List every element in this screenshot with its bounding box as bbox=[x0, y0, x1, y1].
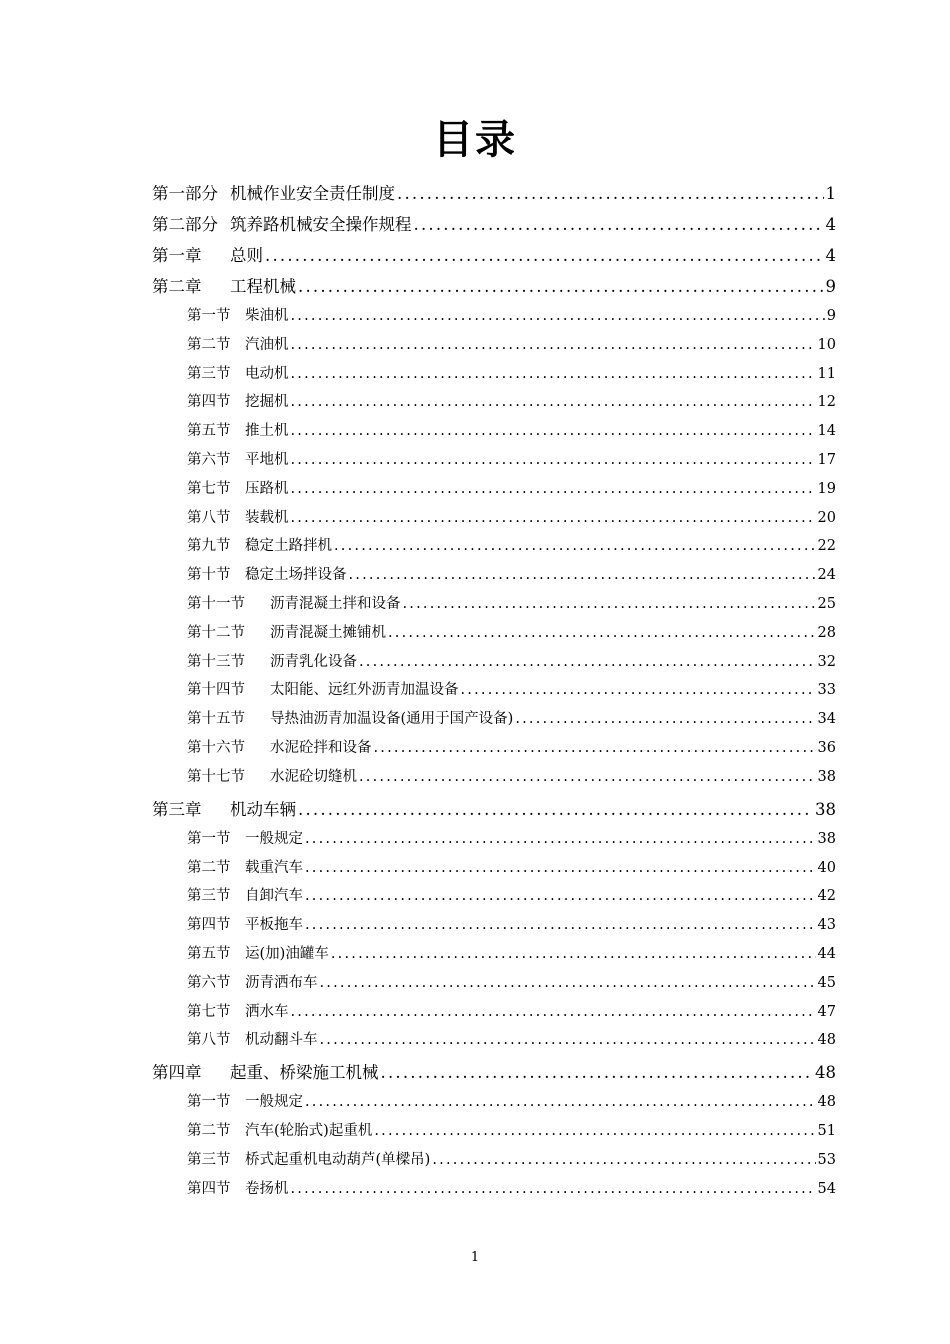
toc-section-entry[interactable] bbox=[187, 1028, 836, 1049]
toc-chapter-entry[interactable] bbox=[152, 796, 836, 820]
toc-entry-page: 44 bbox=[817, 946, 836, 962]
toc-entry-number: 第二章 bbox=[152, 277, 202, 296]
toc-section-entry[interactable] bbox=[187, 765, 836, 786]
toc-entry-page: 34 bbox=[817, 711, 836, 728]
toc-section-entry[interactable] bbox=[187, 304, 836, 325]
toc-entry-number: 第六节 bbox=[187, 974, 231, 991]
toc-entry-page: 45 bbox=[817, 974, 836, 991]
toc-entry-number: 第六节 bbox=[187, 452, 231, 468]
toc-section-entry[interactable] bbox=[187, 971, 836, 992]
toc-section-entry[interactable] bbox=[187, 1148, 836, 1169]
toc-leader-dots bbox=[305, 831, 816, 847]
toc-entry-page: 20 bbox=[817, 509, 836, 526]
toc-entry-title: 汽油机 bbox=[245, 336, 289, 353]
toc-leader-dots bbox=[291, 481, 816, 497]
toc-entry-page: 33 bbox=[817, 682, 836, 699]
toc-section-entry[interactable] bbox=[187, 477, 836, 498]
toc-entry-number: 第二节 bbox=[187, 859, 231, 876]
toc-entry-number: 第一部分 bbox=[152, 184, 218, 203]
toc-section-entry[interactable] bbox=[187, 884, 836, 905]
toc-section-entry[interactable] bbox=[187, 419, 836, 440]
toc-entry-page: 12 bbox=[817, 394, 836, 411]
toc-leader-dots bbox=[291, 1181, 816, 1197]
toc-entry-title: 挖掘机 bbox=[245, 394, 289, 411]
toc-leader-dots bbox=[334, 538, 816, 554]
toc-section-entry[interactable] bbox=[187, 390, 836, 411]
toc-entry-number: 第一节 bbox=[187, 1094, 231, 1111]
toc-entry-title: 洒水车 bbox=[245, 1003, 289, 1020]
toc-leader-dots bbox=[388, 625, 816, 641]
toc-entry-title: 沥青混凝土拌和设备 bbox=[270, 596, 401, 612]
toc-leader-dots bbox=[265, 246, 824, 265]
toc-entry-title: 机动车辆 bbox=[230, 799, 296, 819]
toc-entry-number: 第五节 bbox=[187, 423, 231, 440]
toc-entry-title: 稳定土场拌设备 bbox=[245, 567, 347, 584]
toc-section-entry[interactable] bbox=[187, 913, 836, 934]
toc-entry-number: 第三章 bbox=[152, 799, 202, 819]
toc-leader-dots bbox=[291, 337, 816, 353]
toc-entry-title: 总则 bbox=[230, 246, 263, 265]
toc-entry-page: 38 bbox=[815, 799, 836, 819]
toc-leader-dots bbox=[349, 567, 816, 583]
toc-leader-dots bbox=[374, 740, 816, 756]
toc-entry-title: 沥青洒布车 bbox=[245, 974, 318, 991]
toc-entry-number: 第十七节 bbox=[187, 768, 245, 785]
toc-leader-dots bbox=[291, 423, 816, 439]
toc-entry-page: 38 bbox=[817, 768, 836, 785]
page-number-footer: 1 bbox=[470, 1250, 480, 1265]
toc-leader-dots bbox=[403, 596, 816, 612]
toc-chapter-entry[interactable] bbox=[152, 273, 836, 297]
toc-section-entry[interactable] bbox=[187, 650, 836, 671]
toc-entry-title: 汽车(轮胎式)起重机 bbox=[245, 1123, 373, 1140]
toc-entry-title: 水泥砼拌和设备 bbox=[270, 740, 372, 756]
toc-leader-dots bbox=[515, 711, 815, 727]
toc-leader-dots bbox=[291, 308, 825, 324]
toc-leader-dots bbox=[291, 510, 816, 526]
toc-leader-dots bbox=[291, 366, 816, 382]
toc-entry-title: 机械作业安全责任制度 bbox=[230, 184, 395, 203]
toc-section-entry[interactable] bbox=[187, 736, 836, 757]
toc-leader-dots bbox=[359, 769, 816, 785]
toc-section-entry[interactable] bbox=[187, 1177, 836, 1198]
toc-entry-page: 25 bbox=[817, 596, 836, 612]
toc-leader-dots bbox=[305, 860, 816, 876]
toc-entry-page: 11 bbox=[817, 365, 836, 382]
toc-entry-number: 第八节 bbox=[187, 509, 231, 526]
toc-section-entry[interactable] bbox=[187, 333, 836, 354]
toc-entry-page: 53 bbox=[817, 1152, 836, 1168]
toc-section-entry[interactable] bbox=[187, 534, 836, 555]
toc-entry-title: 运(加)油罐车 bbox=[245, 946, 329, 962]
toc-entry-title: 导热油沥青加温设备(通用于国产设备) bbox=[270, 711, 514, 728]
toc-entry-number: 第十一节 bbox=[187, 596, 245, 612]
toc-chapter-entry[interactable] bbox=[152, 180, 836, 204]
toc-entry-title: 压路机 bbox=[245, 480, 289, 497]
toc-entry-page: 36 bbox=[817, 740, 836, 756]
toc-leader-dots bbox=[291, 1004, 816, 1020]
toc-leader-dots bbox=[305, 1094, 816, 1110]
toc-entry-title: 太阳能、远红外沥青加温设备 bbox=[270, 682, 459, 699]
toc-entry-number: 第三节 bbox=[187, 365, 231, 382]
toc-entry-page: 1 bbox=[825, 184, 836, 203]
toc-section-entry[interactable] bbox=[187, 827, 836, 848]
toc-entry-title: 一般规定 bbox=[245, 1094, 303, 1111]
toc-entry-number: 第一节 bbox=[187, 308, 231, 324]
toc-entry-number: 第二部分 bbox=[152, 215, 218, 234]
toc-leader-dots bbox=[298, 800, 813, 819]
toc-leader-dots bbox=[320, 1032, 816, 1048]
toc-entry-page: 22 bbox=[817, 538, 836, 555]
toc-entry-number: 第三节 bbox=[187, 1152, 231, 1168]
toc-leader-dots bbox=[298, 277, 824, 296]
toc-entry-page: 17 bbox=[817, 452, 836, 468]
toc-entry-page: 42 bbox=[817, 888, 836, 905]
toc-entry-number: 第一节 bbox=[187, 830, 231, 847]
toc-entry-title: 自卸汽车 bbox=[245, 888, 303, 905]
toc-entry-title: 平地机 bbox=[245, 452, 289, 468]
toc-leader-dots bbox=[305, 888, 816, 904]
toc-leader-dots bbox=[374, 1123, 815, 1139]
toc-entry-title: 电动机 bbox=[245, 365, 289, 382]
toc-entry-title: 沥青混凝土摊铺机 bbox=[270, 624, 386, 641]
toc-leader-dots bbox=[397, 184, 824, 203]
toc-entry-number: 第十五节 bbox=[187, 711, 245, 728]
toc-entry-number: 第二节 bbox=[187, 1123, 231, 1140]
toc-section-entry[interactable] bbox=[187, 856, 836, 877]
toc-entry-title: 推土机 bbox=[245, 423, 289, 440]
toc-chapter-entry[interactable] bbox=[152, 1059, 836, 1083]
toc-section-entry[interactable] bbox=[187, 1119, 836, 1140]
toc-entry-number: 第十六节 bbox=[187, 740, 245, 756]
toc-entry-number: 第十节 bbox=[187, 567, 231, 584]
toc-entry-title: 平板拖车 bbox=[245, 917, 303, 934]
toc-leader-dots bbox=[320, 975, 816, 991]
toc-entry-page: 32 bbox=[817, 653, 836, 670]
toc-section-entry[interactable] bbox=[187, 362, 836, 383]
toc-entry-number: 第二节 bbox=[187, 336, 231, 353]
toc-entry-page: 48 bbox=[817, 1094, 836, 1111]
toc-leader-dots bbox=[291, 394, 816, 410]
toc-leader-dots bbox=[291, 452, 816, 468]
toc-entry-title: 装载机 bbox=[245, 509, 289, 526]
toc-section-entry[interactable] bbox=[187, 1090, 836, 1111]
toc-leader-dots bbox=[331, 946, 816, 962]
toc-entry-title: 水泥砼切缝机 bbox=[270, 768, 357, 785]
toc-entry-number: 第十二节 bbox=[187, 624, 245, 641]
toc-entry-page: 47 bbox=[817, 1003, 836, 1020]
toc-chapter-entry[interactable] bbox=[152, 242, 836, 266]
toc-entry-title: 桥式起重机电动葫芦(单樑吊) bbox=[245, 1152, 431, 1168]
toc-entry-title: 机动翻斗车 bbox=[245, 1032, 318, 1049]
toc-section-entry[interactable] bbox=[187, 942, 836, 963]
toc-entry-number: 第一章 bbox=[152, 246, 202, 265]
toc-entry-number: 第八节 bbox=[187, 1032, 231, 1049]
toc-entry-number: 第四节 bbox=[187, 1180, 231, 1197]
toc-section-entry[interactable] bbox=[187, 448, 836, 469]
toc-section-entry[interactable] bbox=[187, 1000, 836, 1021]
toc-entry-page: 9 bbox=[826, 308, 836, 324]
toc-entry-title: 载重汽车 bbox=[245, 859, 303, 876]
toc-entry-page: 14 bbox=[817, 423, 836, 440]
toc-entry-page: 54 bbox=[817, 1180, 836, 1197]
toc-entry-number: 第九节 bbox=[187, 538, 231, 555]
toc-leader-dots bbox=[432, 1152, 815, 1168]
toc-entry-number: 第四节 bbox=[187, 917, 231, 934]
toc-entry-page: 48 bbox=[817, 1032, 836, 1049]
toc-entry-page: 19 bbox=[817, 480, 836, 497]
toc-leader-dots bbox=[305, 917, 816, 933]
toc-leader-dots bbox=[461, 682, 816, 698]
toc-section-entry[interactable] bbox=[187, 621, 836, 642]
toc-entry-page: 51 bbox=[817, 1123, 836, 1140]
page-title: 目录 bbox=[433, 116, 517, 163]
toc-leader-dots bbox=[381, 1063, 814, 1082]
toc-entry-number: 第三节 bbox=[187, 888, 231, 905]
toc-entry-number: 第十三节 bbox=[187, 653, 245, 670]
toc-entry-page: 48 bbox=[815, 1063, 836, 1083]
toc-entry-title: 筑养路机械安全操作规程 bbox=[230, 215, 412, 234]
toc-entry-number: 第七节 bbox=[187, 1003, 231, 1020]
toc-entry-title: 卷扬机 bbox=[245, 1180, 289, 1197]
toc-chapter-entry[interactable] bbox=[152, 211, 836, 235]
toc-section-entry[interactable] bbox=[187, 678, 836, 699]
toc-entry-page: 24 bbox=[817, 567, 836, 584]
toc-entry-page: 4 bbox=[825, 246, 836, 265]
toc-entry-number: 第四章 bbox=[152, 1063, 202, 1083]
toc-entry-number: 第十四节 bbox=[187, 682, 245, 699]
toc-leader-dots bbox=[414, 215, 824, 234]
toc-entry-page: 9 bbox=[825, 277, 836, 296]
toc-leader-dots bbox=[359, 654, 816, 670]
toc-section-entry[interactable] bbox=[187, 506, 836, 527]
toc-section-entry[interactable] bbox=[187, 563, 836, 584]
toc-entry-page: 10 bbox=[817, 336, 836, 353]
toc-entry-page: 28 bbox=[817, 624, 836, 641]
toc-entry-page: 38 bbox=[817, 830, 836, 847]
toc-entry-title: 柴油机 bbox=[245, 308, 289, 324]
toc-entry-page: 40 bbox=[817, 859, 836, 876]
toc-section-entry[interactable] bbox=[187, 592, 836, 613]
toc-entry-number: 第五节 bbox=[187, 946, 231, 962]
toc-entry-page: 43 bbox=[817, 917, 836, 934]
toc-entry-title: 一般规定 bbox=[245, 830, 303, 847]
toc-entry-title: 沥青乳化设备 bbox=[270, 653, 357, 670]
toc-entry-number: 第七节 bbox=[187, 480, 231, 497]
toc-entry-title: 起重、桥梁施工机械 bbox=[230, 1063, 379, 1083]
toc-entry-title: 工程机械 bbox=[230, 277, 296, 296]
toc-entry-number: 第四节 bbox=[187, 394, 231, 411]
toc-entry-page: 4 bbox=[825, 215, 836, 234]
toc-section-entry[interactable] bbox=[187, 707, 836, 728]
toc-entry-title: 稳定土路拌机 bbox=[245, 538, 332, 555]
